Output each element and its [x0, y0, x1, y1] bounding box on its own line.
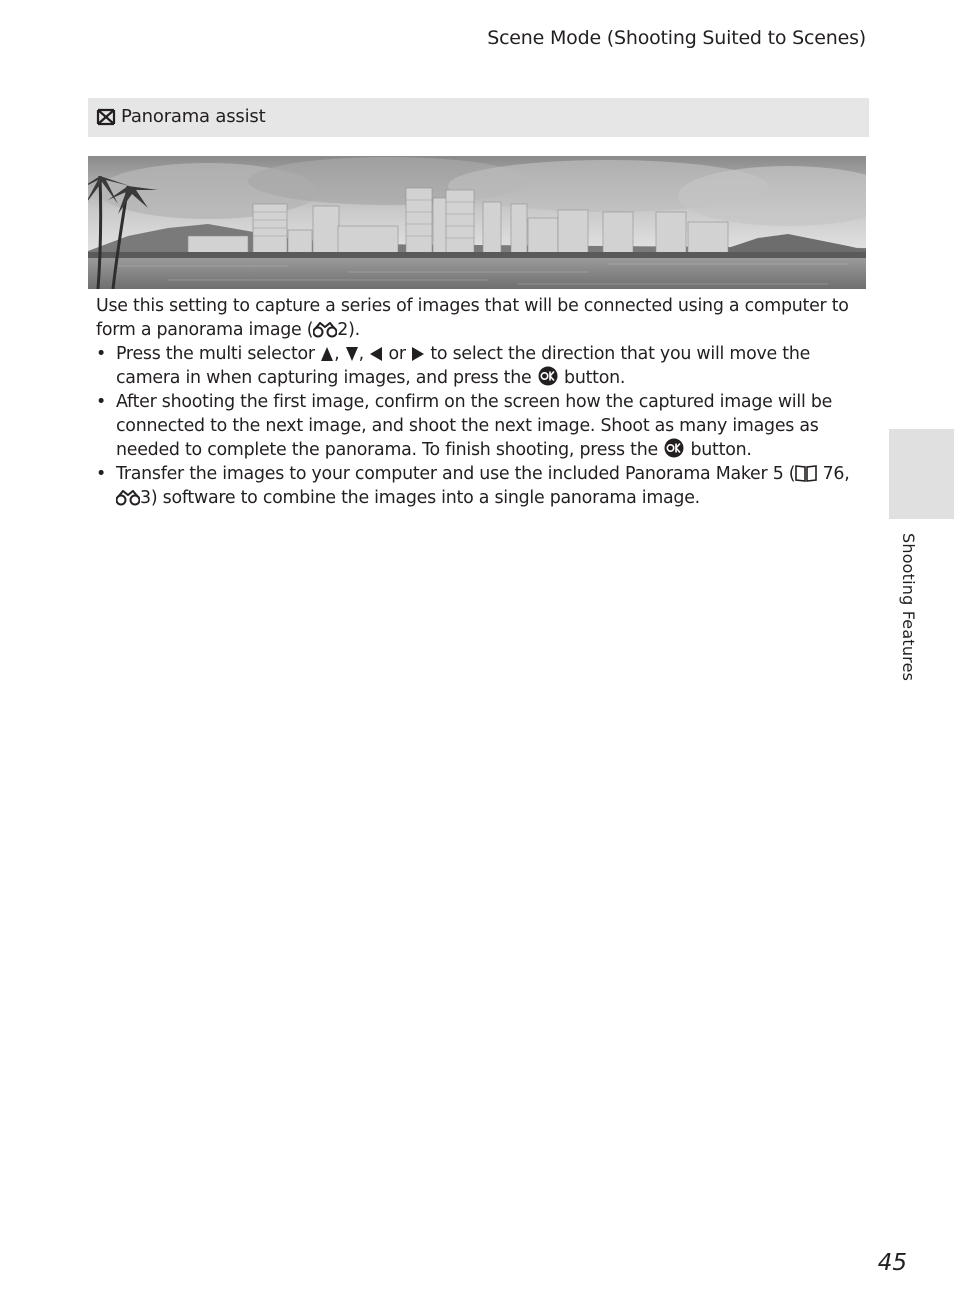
- section-title-text: Panorama assist: [121, 106, 266, 127]
- list-item: • Press the multi selector , , or to select the direction that you will move the camera in when capturing images, and press the button.: [96, 342, 856, 390]
- chapter-side-label: Shooting Features: [899, 533, 918, 682]
- panorama-assist-icon: [96, 108, 116, 126]
- list-item: • After shooting the first image, confirm on the screen how the captured image will be connected to the next image, and shoot the next image. Shoot as many images as needed to complete the panorama. To finish shooting, press the button.: [96, 390, 856, 462]
- page-header-title: Scene Mode (Shooting Suited to Scenes): [487, 27, 866, 49]
- ok-button-icon: [663, 438, 685, 458]
- body-text: [96, 294, 856, 510]
- ok-button-icon: [537, 366, 559, 386]
- panorama-photo: [88, 156, 866, 289]
- reference-section-icon: [313, 322, 337, 338]
- chapter-side-tab: [889, 429, 954, 519]
- page-number: 45: [877, 1250, 907, 1276]
- list-item: • Transfer the images to your computer and use the included Panorama Maker 5 ( 76, 3) software to combine the images into a single panorama image.: [96, 462, 856, 510]
- arrow-up-icon: [320, 346, 334, 362]
- section-title: [96, 106, 265, 127]
- section-header-bar: [88, 98, 869, 137]
- intro-paragraph: Use this setting to capture a series of images that will be connected using a computer to form a panorama image ( 2).: [96, 296, 849, 340]
- arrow-left-icon: [369, 346, 383, 362]
- city-skyline-panorama-photo: [88, 156, 866, 289]
- instruction-list: [96, 342, 856, 510]
- arrow-down-icon: [345, 346, 359, 362]
- reference-section-icon: [116, 490, 140, 506]
- arrow-right-icon: [411, 346, 425, 362]
- book-reference-icon: [795, 464, 817, 482]
